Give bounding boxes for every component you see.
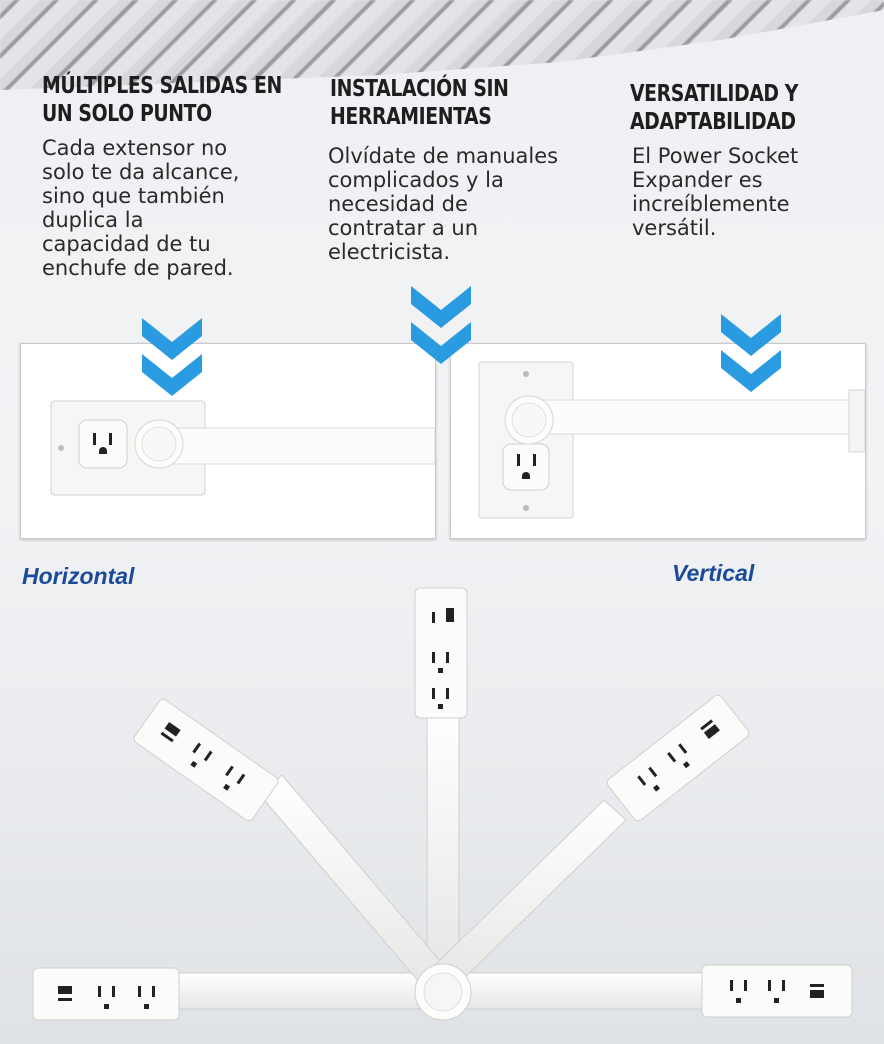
feature-1-line: sino que también bbox=[42, 184, 225, 208]
feature-3-title bbox=[630, 80, 798, 136]
usb-port-icon bbox=[810, 990, 824, 998]
extender-fan-illustration bbox=[0, 580, 884, 1044]
chevron-down-double-icon bbox=[409, 282, 473, 368]
feature-2-line: contratar a un bbox=[328, 216, 479, 240]
feature-1-line: duplica la bbox=[42, 208, 144, 232]
power-strip-top bbox=[415, 588, 467, 718]
feature-2-line: electricista. bbox=[328, 240, 451, 264]
feature-1-body bbox=[42, 136, 239, 280]
feature-1-title bbox=[42, 72, 282, 128]
horizontal-install-photo bbox=[20, 343, 436, 539]
feature-3-body bbox=[632, 144, 798, 240]
horizontal-outlet-illustration bbox=[21, 344, 435, 538]
feature-1-title-line-1: MÚLTIPLES SALIDAS EN bbox=[42, 73, 282, 99]
feature-3-line: increíblemente bbox=[632, 192, 790, 216]
power-strip-diagonal-right bbox=[605, 693, 750, 823]
feature-2-title bbox=[330, 75, 508, 131]
feature-2-line: complicados y la bbox=[328, 168, 504, 192]
feature-2-title-line-2: HERRAMIENTAS bbox=[330, 104, 492, 130]
chevron-down-double-icon bbox=[719, 310, 783, 396]
wall-outlet-icon bbox=[503, 444, 549, 490]
feature-2-body bbox=[328, 144, 558, 264]
feature-1-title-line-2: UN SOLO PUNTO bbox=[42, 101, 212, 127]
usb-port-icon bbox=[58, 986, 72, 994]
feature-1-line: Cada extensor no bbox=[42, 136, 228, 160]
feature-2-line: Olvídate de manuales bbox=[328, 144, 559, 168]
feature-1-line: enchufe de pared. bbox=[42, 256, 234, 280]
power-strip-diagonal-left bbox=[132, 697, 280, 822]
vertical-install-photo bbox=[450, 343, 866, 539]
chevron-down-double-icon bbox=[140, 314, 204, 400]
usb-port-icon bbox=[446, 608, 454, 622]
horizontal-label: Horizontal bbox=[22, 563, 135, 589]
feature-3-line: El Power Socket bbox=[632, 144, 799, 168]
power-strip-left bbox=[33, 968, 179, 1020]
feature-3-title-line-2: ADAPTABILIDAD bbox=[630, 109, 796, 135]
feature-2-line: necesidad de bbox=[328, 192, 468, 216]
feature-3-title-line-1: VERSATILIDAD Y bbox=[630, 81, 799, 107]
feature-2-title-line-1: INSTALACIÓN SIN bbox=[330, 76, 509, 102]
feature-3-line: versátil. bbox=[632, 216, 717, 240]
feature-1-line: solo te da alcance, bbox=[42, 160, 240, 184]
power-strip-right bbox=[702, 965, 852, 1017]
feature-1-line: capacidad de tu bbox=[42, 232, 211, 256]
vertical-label: Vertical bbox=[672, 560, 755, 586]
feature-3-line: Expander es bbox=[632, 168, 763, 192]
wall-outlet-icon bbox=[79, 420, 127, 468]
vertical-outlet-illustration bbox=[451, 344, 865, 538]
